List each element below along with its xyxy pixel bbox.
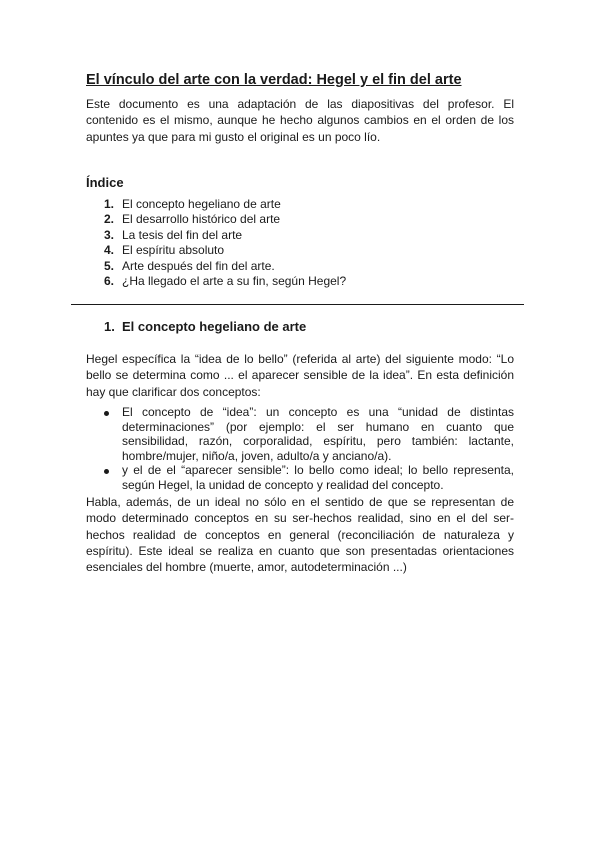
toc-item-label: El desarrollo histórico del arte xyxy=(122,212,281,227)
toc-item-number: 6. xyxy=(104,274,115,289)
toc-heading: Índice xyxy=(86,175,124,190)
section-heading xyxy=(104,319,514,335)
toc-item xyxy=(104,274,514,289)
section-divider xyxy=(71,304,524,305)
toc-item-label: Arte después del fin del arte. xyxy=(122,258,275,273)
toc-item-number: 4. xyxy=(104,243,115,258)
toc-item-label: La tesis del fin del arte xyxy=(122,227,243,242)
document-title: El vínculo del arte con la verdad: Hegel y el fin del arte xyxy=(86,72,462,88)
bullet-item xyxy=(122,463,514,492)
toc-item-number: 5. xyxy=(104,258,115,273)
toc-item-label: El espíritu absoluto xyxy=(122,243,225,258)
bullet-item xyxy=(122,405,514,463)
bullet-text: El concepto de “idea”: un concepto es una “unidad de distintas determinaciones” (por ejemplo: el ser humano en cuanto que sensibilidad, razón, corporalidad, espíritu, pero también: lactante, hombre/mujer, niño/a, joven, adulto/a y anciano/a). xyxy=(122,405,514,463)
section-title: El concepto hegeliano de arte xyxy=(122,319,307,334)
toc-item xyxy=(104,243,514,258)
toc-list xyxy=(104,197,514,289)
toc-item xyxy=(104,228,514,243)
toc-item-label: ¿Ha llegado el arte a su fin, según Hegel? xyxy=(122,274,347,289)
toc-item xyxy=(104,259,514,274)
bullet-text: y el de el “aparecer sensible”: lo bello como ideal; lo bello representa, según Hegel, la unidad de concepto y realidad del concepto. xyxy=(122,463,514,492)
toc-item-label: El concepto hegeliano de arte xyxy=(122,197,281,211)
section-paragraph-2: Habla, además, de un ideal no sólo en el sentido de que se representan de modo determinado conceptos en su ser-hechos realidad, sino en el del ser-hechos realidad de conceptos en general (reconciliación de naturaleza y espíritu). Este ideal se realiza en cuanto que son presentadas orientaciones esenciales del hombre (muerte, amor, autodeterminación ...) xyxy=(86,495,514,575)
section-number: 1. xyxy=(104,319,115,334)
toc-item xyxy=(104,197,514,212)
intro-paragraph: Este documento es una adaptación de las diapositivas del profesor. El contenido es el mismo, aunque he hecho algunos cambios en el orden de los apuntes ya que para mi gusto el original es un poco lío. xyxy=(86,97,514,144)
bullet-list xyxy=(122,405,514,493)
bullet-icon xyxy=(104,469,109,474)
toc-item xyxy=(104,212,514,227)
section-paragraph-1: Hegel específica la “idea de lo bello” (referida al arte) del siguiente modo: “Lo bello se determina como ... el aparecer sensible de la idea”. En esta definición hay que clarificar dos conceptos: xyxy=(86,352,514,399)
toc-item-number: 2. xyxy=(104,212,115,227)
toc-item-number: 1. xyxy=(104,197,115,211)
toc-item-number: 3. xyxy=(104,227,115,242)
bullet-icon xyxy=(104,411,109,416)
